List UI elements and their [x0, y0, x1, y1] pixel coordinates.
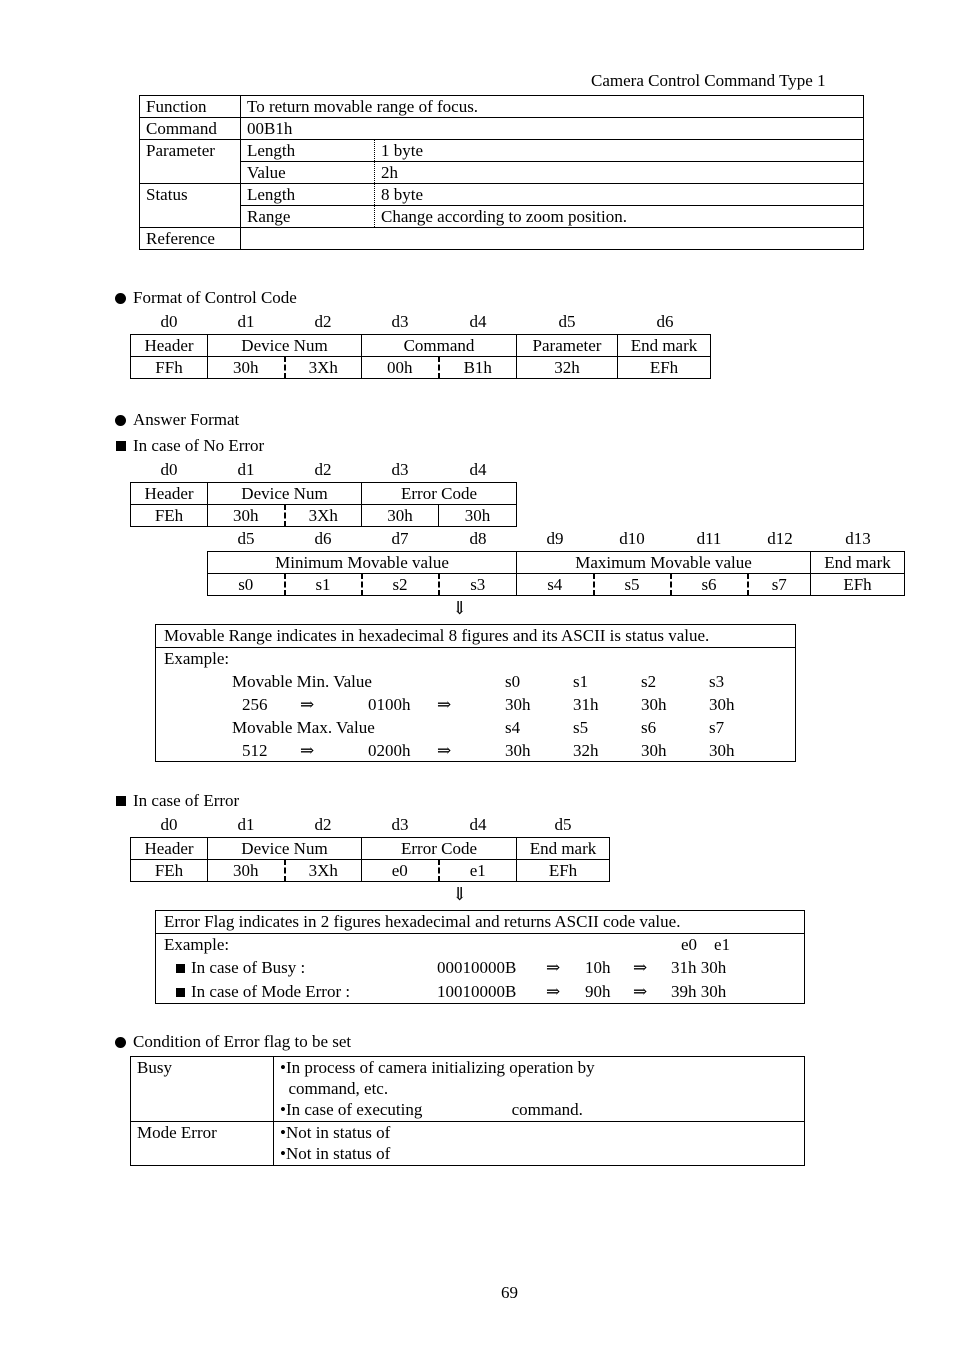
status-length-label: Length: [241, 184, 375, 206]
byte-label: d0: [160, 312, 178, 331]
end-mark-cell: End mark: [517, 838, 610, 860]
value-cell: 30h: [439, 505, 517, 527]
ascii-value: 30h: [641, 695, 667, 714]
right-arrow-icon: ⇒: [437, 695, 452, 714]
byte-label: d4: [469, 312, 487, 331]
status-range-label: Range: [241, 206, 375, 228]
end-mark-cell: End mark: [811, 552, 905, 574]
reference-label: Reference: [140, 228, 241, 250]
param-length-label: Length: [241, 140, 375, 162]
example-label: Example:: [164, 935, 230, 954]
min-decimal: 256: [242, 695, 268, 714]
value-cell: s1: [285, 574, 362, 596]
error-columns-label: e0 e1: [681, 935, 731, 954]
value-cell: 3Xh: [285, 505, 362, 527]
right-arrow-icon: ⇒: [633, 958, 648, 977]
byte-label: d3: [391, 312, 409, 331]
col-label: s0: [505, 672, 521, 691]
bullet-icon: [115, 293, 126, 304]
down-arrow-icon: ⇓: [452, 598, 468, 618]
answer-table-row2: [207, 551, 905, 596]
param-value-value: 2h: [375, 162, 864, 184]
bullet-icon: [115, 415, 126, 426]
ascii-value: 30h: [505, 741, 531, 760]
busy-hex: 10h: [585, 958, 611, 977]
example-label: Example:: [164, 649, 230, 668]
control-code-title: Format of Control Code: [133, 288, 297, 307]
col-label: s5: [573, 718, 589, 737]
device-num-cell: Device Num: [208, 838, 362, 860]
ascii-value: 30h: [641, 741, 667, 760]
byte-label: d0: [160, 460, 178, 479]
mode-binary: 10010000B: [437, 982, 517, 1001]
header-cell: Header: [131, 838, 208, 860]
square-bullet-icon: [116, 441, 126, 451]
byte-label: d6: [656, 312, 674, 331]
value-cell: 30h: [362, 505, 439, 527]
value-cell: s5: [594, 574, 671, 596]
value-cell: 30h: [208, 505, 285, 527]
max-hex: 0200h: [368, 741, 411, 760]
mode-error-case-label: [176, 981, 350, 1003]
byte-label: d9: [546, 529, 564, 548]
value-cell: s4: [517, 574, 594, 596]
byte-label: d11: [696, 529, 722, 548]
value-cell: FEh: [131, 860, 208, 882]
function-label: Function: [140, 96, 241, 118]
function-value: To return movable range of focus.: [241, 96, 864, 118]
no-error-title: In case of No Error: [133, 436, 265, 455]
mode-error-condition-detail: [274, 1122, 805, 1166]
error-code-cell: Error Code: [362, 483, 517, 505]
square-bullet-icon: [176, 988, 185, 997]
error-code-cell: Error Code: [362, 838, 517, 860]
byte-label: d5: [558, 312, 576, 331]
command-value: 00B1h: [241, 118, 864, 140]
byte-label: d2: [314, 815, 332, 834]
byte-label: d1: [237, 460, 255, 479]
value-cell: s7: [748, 574, 811, 596]
square-bullet-icon: [176, 964, 185, 973]
page-header-title: Camera Control Command Type 1: [591, 71, 826, 90]
parameter-cell: Parameter: [517, 335, 618, 357]
min-hex: 0100h: [368, 695, 411, 714]
ascii-value: 30h: [709, 741, 735, 760]
col-label: s1: [573, 672, 589, 691]
ascii-value: 32h: [573, 741, 599, 760]
busy-condition-detail: [274, 1057, 805, 1122]
condition-title: Condition of Error flag to be set: [133, 1032, 352, 1051]
value-cell: EFh: [811, 574, 905, 596]
value-cell: s0: [208, 574, 285, 596]
header-cell: Header: [131, 335, 208, 357]
byte-label: d3: [391, 815, 409, 834]
value-cell: 00h: [362, 357, 439, 379]
busy-line: command, etc.: [280, 1079, 389, 1098]
mode-hex: 90h: [585, 982, 611, 1001]
byte-label: d3: [391, 460, 409, 479]
byte-label: d7: [391, 529, 409, 548]
device-num-cell: Device Num: [208, 335, 362, 357]
busy-case-text: In case of Busy :: [191, 958, 306, 977]
right-arrow-icon: ⇒: [437, 741, 452, 760]
byte-label: d1: [237, 815, 255, 834]
mode-error-condition-label: Mode Error: [131, 1122, 274, 1166]
byte-label: d0: [160, 815, 178, 834]
ascii-value: 30h: [709, 695, 735, 714]
bullet-icon: [115, 1037, 126, 1048]
value-cell: s6: [671, 574, 748, 596]
error-flag-description: Error Flag indicates in 2 figures hexadecimal and returns ASCII code value.: [156, 911, 804, 934]
page-number: 69: [501, 1283, 518, 1302]
answer-table-row1: [130, 482, 517, 527]
col-label: s6: [641, 718, 657, 737]
busy-line: •In process of camera initializing operation by: [280, 1058, 595, 1077]
value-cell: 3Xh: [285, 860, 362, 882]
right-arrow-icon: ⇒: [546, 982, 561, 1001]
value-cell: s2: [362, 574, 439, 596]
mode-line: •Not in status of: [280, 1123, 391, 1142]
max-value-label: Movable Max. Value: [232, 718, 375, 737]
byte-label: d13: [845, 529, 871, 548]
col-label: s2: [641, 672, 657, 691]
max-movable-cell: Maximum Movable value: [517, 552, 811, 574]
byte-label: d4: [469, 460, 487, 479]
right-arrow-icon: ⇒: [633, 982, 648, 1001]
square-bullet-icon: [116, 796, 126, 806]
param-value-label: Value: [241, 162, 375, 184]
value-cell: 32h: [517, 357, 618, 379]
value-cell: EFh: [618, 357, 711, 379]
command-cell: Command: [362, 335, 517, 357]
right-arrow-icon: ⇒: [546, 958, 561, 977]
mode-ascii: 39h 30h: [671, 982, 727, 1001]
error-table: [130, 837, 610, 882]
value-cell: 30h: [208, 860, 285, 882]
value-cell: s3: [439, 574, 517, 596]
byte-label: d12: [767, 529, 793, 548]
device-num-cell: Device Num: [208, 483, 362, 505]
status-range-value: Change according to zoom position.: [375, 206, 864, 228]
busy-condition-label: Busy: [131, 1057, 274, 1122]
ascii-value: 31h: [573, 695, 599, 714]
right-arrow-icon: ⇒: [300, 741, 315, 760]
param-length-value: 1 byte: [375, 140, 864, 162]
min-movable-cell: Minimum Movable value: [208, 552, 517, 574]
byte-label: d8: [469, 529, 487, 548]
header-cell: Header: [131, 483, 208, 505]
busy-line: •In case of executing command.: [280, 1100, 583, 1119]
byte-label: d6: [314, 529, 332, 548]
command-spec-table: [139, 95, 864, 250]
value-cell: B1h: [439, 357, 517, 379]
value-cell: e0: [362, 860, 439, 882]
col-label: s4: [505, 718, 521, 737]
status-length-value: 8 byte: [375, 184, 864, 206]
down-arrow-icon: ⇓: [452, 884, 468, 904]
byte-label: d2: [314, 312, 332, 331]
value-cell: e1: [439, 860, 517, 882]
ascii-value: 30h: [505, 695, 531, 714]
value-cell: EFh: [517, 860, 610, 882]
byte-label: d4: [469, 815, 487, 834]
mode-line: •Not in status of: [280, 1144, 391, 1163]
value-cell: FEh: [131, 505, 208, 527]
control-code-table: [130, 334, 711, 379]
mode-error-case-text: In case of Mode Error :: [191, 982, 351, 1001]
parameter-label: Parameter: [140, 140, 241, 184]
byte-label: d5: [237, 529, 255, 548]
movable-range-description: Movable Range indicates in hexadecimal 8 figures and its ASCII is status value.: [156, 625, 795, 648]
end-mark-cell: End mark: [618, 335, 711, 357]
byte-label: d1: [237, 312, 255, 331]
condition-table: [130, 1056, 805, 1166]
byte-label: d2: [314, 460, 332, 479]
value-cell: 30h: [208, 357, 285, 379]
answer-format-title: Answer Format: [133, 410, 240, 429]
col-label: s7: [709, 718, 725, 737]
busy-case-label: [176, 957, 305, 979]
value-cell: FFh: [131, 357, 208, 379]
reference-value: [241, 228, 864, 250]
error-flag-box: [155, 910, 805, 1004]
col-label: s3: [709, 672, 725, 691]
byte-label: d10: [619, 529, 645, 548]
value-cell: 3Xh: [285, 357, 362, 379]
busy-binary: 00010000B: [437, 958, 517, 977]
status-label: Status: [140, 184, 241, 228]
error-case-title: In case of Error: [133, 791, 240, 810]
right-arrow-icon: ⇒: [300, 695, 315, 714]
busy-ascii: 31h 30h: [671, 958, 727, 977]
command-label: Command: [140, 118, 241, 140]
min-value-label: Movable Min. Value: [232, 672, 372, 691]
movable-range-box: [155, 624, 796, 762]
byte-label: d5: [554, 815, 572, 834]
max-decimal: 512: [242, 741, 268, 760]
